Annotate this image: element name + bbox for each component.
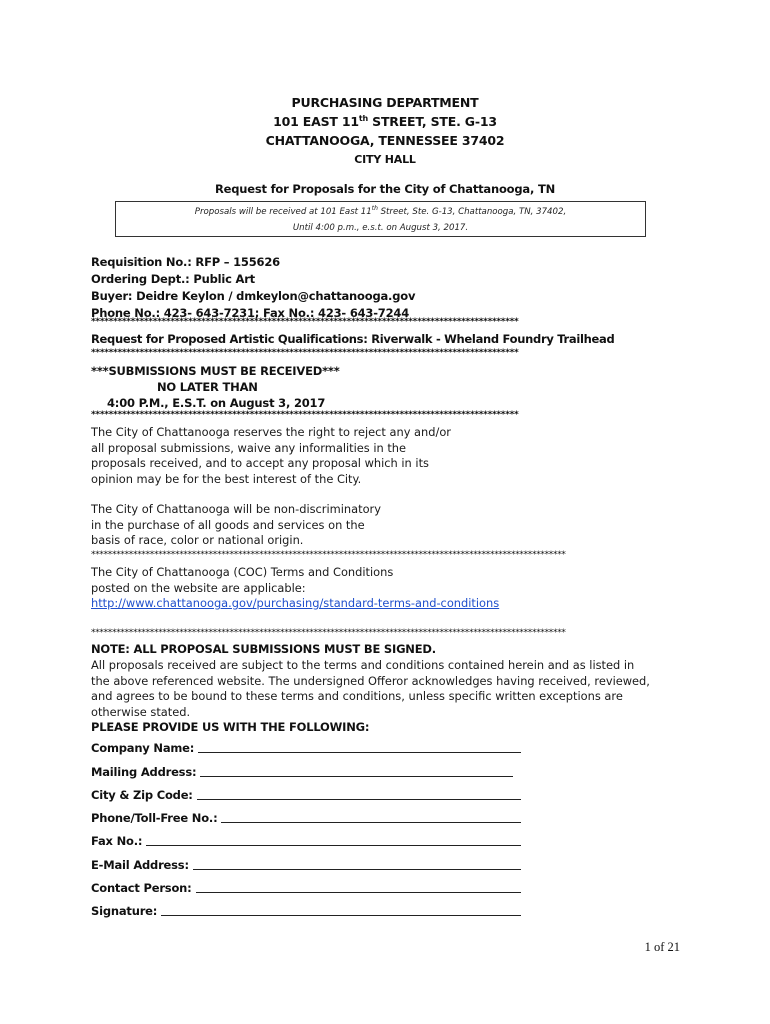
field-label: Fax No.: [91, 834, 143, 849]
rfp-title: Request for Proposals for the City of Chattanooga, TN [214, 182, 556, 196]
non-discrimination-paragraph [91, 502, 381, 549]
page-number: 1 of 21 [644, 940, 680, 954]
paragraph-line: otherwise stated. [91, 704, 191, 719]
paragraph-line: all proposal submissions, waive any informalities in the [91, 440, 407, 455]
requisition-number: Requisition No.: RFP – 155626 [91, 255, 280, 269]
provide-title: PLEASE PROVIDE US WITH THE FOLLOWING: [91, 720, 370, 734]
dept-name: PURCHASING DEPARTMENT [291, 95, 479, 110]
terms-link[interactable]: http://www.chattanooga.gov/purchasing/standard-terms-and-conditions [91, 596, 500, 610]
street-ordinal: th [358, 113, 368, 123]
note-title: NOTE: ALL PROPOSAL SUBMISSIONS MUST BE SIGNED. [91, 642, 436, 656]
ordering-dept: Ordering Dept.: Public Art [91, 272, 255, 286]
note-body [91, 658, 651, 720]
field-label: Signature: [91, 904, 158, 919]
paragraph-line: The City of Chattanooga reserves the right to reject any and/or [91, 425, 451, 439]
paragraph-line: proposals received, and to accept any proposal which in its [91, 456, 429, 470]
paragraph-line: and agrees to be bound to these terms and conditions, unless specific written exceptions are [91, 689, 623, 704]
star-divider: ************************************************************************************************* [91, 317, 519, 327]
deadline-line-2: NO LATER THAN [157, 380, 258, 394]
email-field[interactable] [91, 852, 521, 875]
phone-field[interactable] [91, 806, 521, 829]
field-label: Company Name: [91, 741, 195, 756]
fill-line [198, 751, 521, 753]
letterhead [0, 93, 770, 169]
star-divider: ***************************************************************************************************************** [91, 550, 566, 560]
buyer-info: Buyer: Deidre Keylon / dmkeylon@chattanooga.gov [91, 289, 416, 303]
fill-line [196, 891, 521, 893]
notice-line-2: Until 4:00 p.m., e.s.t. on August 3, 2017. [292, 223, 469, 233]
paragraph-line: All proposals received are subject to the terms and conditions contained herein and as listed in [91, 658, 635, 672]
fill-line [161, 914, 521, 916]
rights-paragraph [91, 425, 451, 487]
signature-field[interactable] [91, 899, 521, 922]
paragraph-line: opinion may be for the best interest of the City. [91, 471, 362, 486]
notice-ordinal: th [371, 205, 378, 213]
mailing-address-field[interactable] [91, 759, 521, 782]
fill-line [200, 775, 513, 777]
requisition-info [91, 254, 415, 322]
street-suffix: STREET, STE. G-13 [368, 114, 497, 129]
fill-line [146, 844, 521, 846]
fill-line [221, 821, 521, 823]
terms-paragraph [91, 565, 499, 612]
star-divider: ************************************************************************************************* [91, 348, 519, 358]
submission-deadline [91, 363, 340, 411]
field-label: City & Zip Code: [91, 787, 193, 802]
city-hall: CITY HALL [354, 153, 416, 166]
notice-box [115, 201, 646, 237]
city-zip-field[interactable] [91, 783, 521, 806]
fill-line [197, 798, 521, 800]
paragraph-line: the above referenced website. The undersigned Offeror acknowledges having received, reviewed, [91, 673, 650, 688]
deadline-line-3: 4:00 P.M., E.S.T. on August 3, 2017 [107, 396, 326, 410]
paragraph-line: The City of Chattanooga will be non-discriminatory [91, 502, 381, 516]
paragraph-line: The City of Chattanooga (COC) Terms and Conditions [91, 565, 394, 579]
fill-line [193, 868, 521, 870]
deadline-line-1: ***SUBMISSIONS MUST BE RECEIVED*** [91, 364, 340, 378]
field-label: E-Mail Address: [91, 857, 189, 872]
field-label: Mailing Address: [91, 764, 197, 779]
notice-text-b: Street, Ste. G-13, Chattanooga, TN, 37402, [377, 207, 567, 217]
city-state: CHATTANOOGA, TENNESSEE 37402 [265, 133, 505, 148]
star-divider: ***************************************************************************************************************** [91, 628, 566, 638]
notice-text-a: Proposals will be received at 101 East 11 [194, 207, 372, 217]
field-label: Contact Person: [91, 881, 192, 896]
contact-form [91, 736, 521, 922]
notice-line-1 [116, 207, 645, 217]
star-divider: ************************************************************************************************* [91, 410, 519, 420]
paragraph-line: posted on the website are applicable: [91, 580, 306, 595]
field-label: Phone/Toll-Free No.: [91, 811, 218, 826]
street-number: 101 EAST 11 [273, 114, 359, 129]
fax-field[interactable] [91, 829, 521, 852]
paragraph-line: basis of race, color or national origin. [91, 533, 304, 547]
qualification-title: Request for Proposed Artistic Qualifications: Riverwalk - Wheland Foundry Trailhead [91, 332, 615, 346]
paragraph-line: in the purchase of all goods and services on the [91, 517, 365, 532]
contact-person-field[interactable] [91, 876, 521, 899]
company-name-field[interactable] [91, 736, 521, 759]
phone-fax: Phone No.: 423- 643-7231; Fax No.: 423- 643-7244 [91, 306, 409, 320]
street-address [0, 112, 770, 131]
